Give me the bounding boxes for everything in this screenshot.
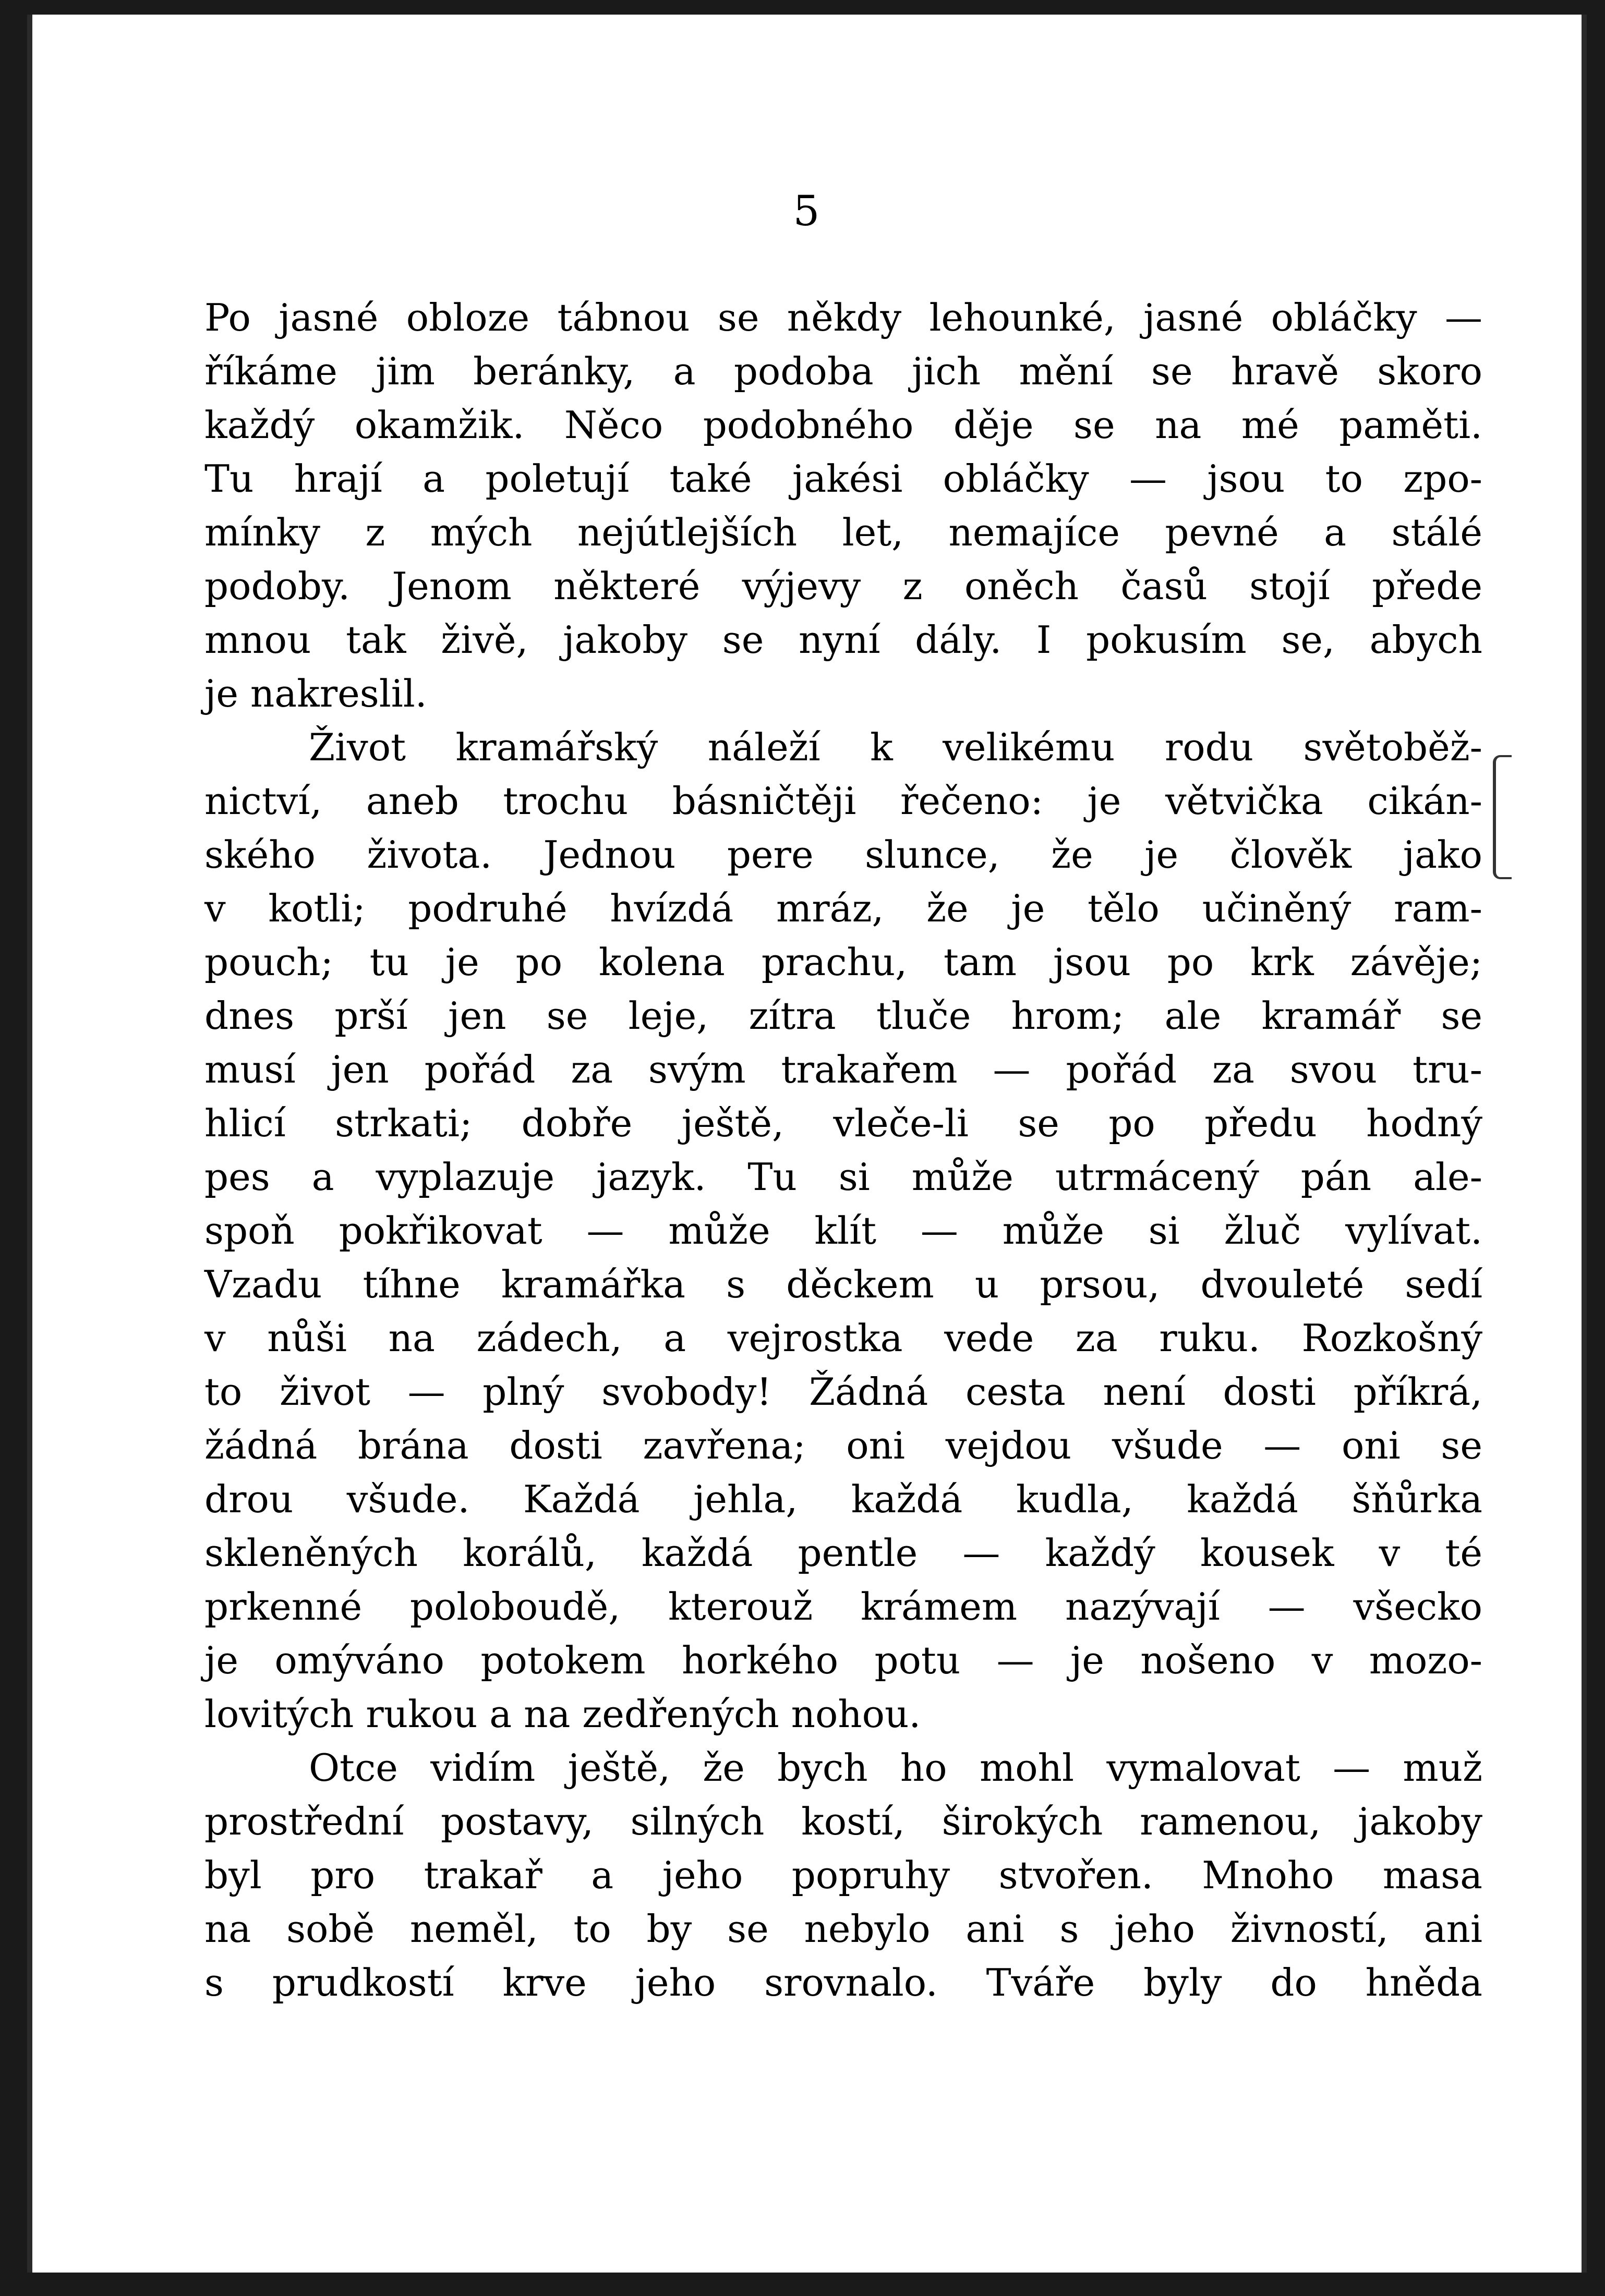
text-line: v nůši na zádech, a vejrostka vede za ruku. Rozkošný	[204, 1316, 1482, 1360]
text-line: mnou tak živě, jakoby se nyní dály. I pokusím se, abych	[204, 618, 1482, 662]
text-line: Život kramářský náleží k velikému rodu světoběž-	[309, 725, 1482, 769]
text-line: spoň pokřikovat — může klít — může si žluč vylívat.	[204, 1209, 1482, 1253]
body-text	[204, 291, 1482, 2010]
text-line: musí jen pořád za svým trakařem — pořád za svou tru-	[204, 1048, 1482, 1091]
text-line: ského života. Jednou pere slunce, že je člověk jako	[204, 833, 1482, 877]
text-line: drou všude. Každá jehla, každá kudla, každá šňůrka	[204, 1477, 1482, 1521]
text-line: žádná brána dosti zavřena; oni vejdou všude — oni se	[204, 1424, 1482, 1467]
text-line: byl pro trakař a jeho popruhy stvořen. Mnoho masa	[204, 1853, 1482, 1897]
text-line: prostřední postavy, silných kostí, širokých ramenou, jakoby	[204, 1800, 1482, 1843]
page-number: 5	[793, 187, 821, 235]
text-line: na sobě neměl, to by se nebylo ani s jeho živností, ani	[204, 1907, 1482, 1951]
text-line: skleněných korálů, každá pentle — každý kousek v té	[204, 1531, 1482, 1575]
text-line: je omýváno potokem horkého potu — je nošeno v mozo-	[204, 1638, 1482, 1682]
text-line: Otce vidím ještě, že bych ho mohl vymalovat — muž	[309, 1746, 1482, 1790]
text-line: říkáme jim beránky, a podoba jich mění se hravě skoro	[204, 349, 1482, 393]
text-line: Tu hrají a poletují také jakési obláčky — jsou to zpo-	[204, 457, 1482, 501]
text-line: v kotli; podruhé hvízdá mráz, že je tělo učiněný ram-	[204, 886, 1482, 930]
text-line: mínky z mých nejútlejších let, nemajíce pevné a stálé	[204, 511, 1482, 554]
text-line: dnes prší jen se leje, zítra tluče hrom; ale kramář se	[204, 994, 1482, 1038]
text-line: hlicí strkati; dobře ještě, vleče-li se po předu hodný	[204, 1101, 1482, 1145]
text-line: s prudkostí krve jeho srovnalo. Tváře byly do hněda	[204, 1961, 1482, 2005]
text-line: Po jasné obloze tábnou se někdy lehounké, jasné obláčky —	[204, 296, 1482, 339]
text-line: pouch; tu je po kolena prachu, tam jsou po krk závěje;	[204, 940, 1482, 984]
book-page	[27, 15, 1587, 2273]
margin-bracket-mark	[1493, 755, 1512, 879]
text-line: lovitých rukou a na zedřených nohou.	[204, 1692, 921, 1736]
text-line: každý okamžik. Něco podobného děje se na mé paměti.	[204, 403, 1482, 447]
text-line: pes a vyplazuje jazyk. Tu si může utrmácený pán ale-	[204, 1155, 1482, 1199]
text-line: nictví, aneb trochu básničtěji řečeno: je větvička cikán-	[204, 779, 1482, 823]
text-line: podoby. Jenom některé výjevy z oněch časů stojí přede	[204, 564, 1482, 608]
text-line: to život — plný svobody! Žádná cesta není dosti příkrá,	[204, 1370, 1482, 1414]
text-line: je nakreslil.	[204, 672, 427, 715]
text-line: prkenné poloboudě, kterouž krámem nazývají — všecko	[204, 1585, 1482, 1629]
text-line: Vzadu tíhne kramářka s děckem u prsou, dvouleté sedí	[204, 1262, 1482, 1306]
